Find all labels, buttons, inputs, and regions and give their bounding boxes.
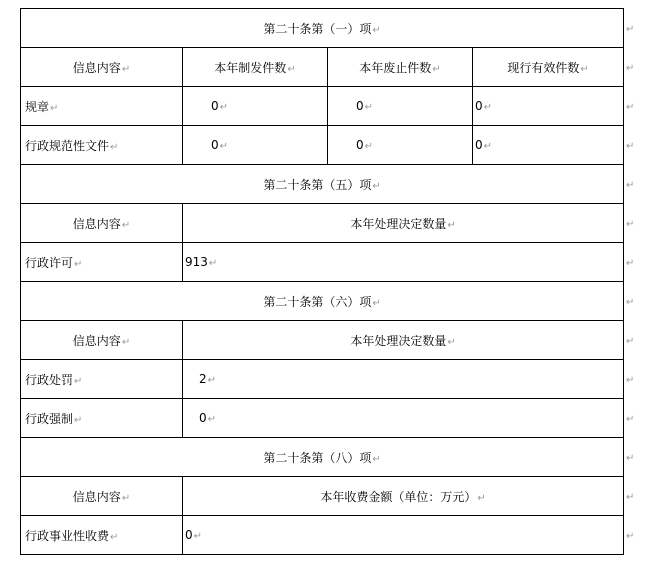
return-mark-icon: ↵ [483,141,493,152]
disclosure-table [20,8,624,555]
table-row [21,87,624,126]
return-mark-icon: ↵ [193,531,203,542]
return-mark-icon: ↵ [483,102,493,113]
section-title: 第二十条第（八）项↵ [21,438,624,477]
return-mark-icon: ↵ [74,258,83,270]
cell-valid: 0↵ [473,87,624,126]
return-mark-icon: ↵ [219,141,229,152]
cell-value: 913↵ [183,243,624,282]
section-3-title-row [21,282,624,321]
return-mark-icon: ↵ [372,24,381,36]
section-2-title-row [21,165,624,204]
return-mark-icon: ↵ [372,180,381,192]
return-mark-icon: ↵ [626,63,635,74]
column-header-abolished: 本年废止件数↵ [328,48,473,87]
row-label: 行政事业性收费↵ [21,516,183,555]
section-4-header-row [21,477,624,516]
return-mark-icon: ↵ [626,336,635,347]
return-mark-icon: ↵ [110,531,119,543]
table-row [21,360,624,399]
return-mark-icon: ↵ [121,492,131,504]
column-header-count: 本年处理决定数量↵ [183,321,624,360]
table-row [21,126,624,165]
return-mark-icon: ↵ [626,219,635,230]
return-mark-icon: ↵ [50,102,59,114]
return-mark-icon: ↵ [121,336,131,348]
return-mark-icon: ↵ [74,375,83,387]
section-2-header-row [21,204,624,243]
cell-made: 0↵ [183,126,328,165]
row-label: 行政处罚↵ [21,360,183,399]
cell-value: 2↵ [183,360,624,399]
section-title: 第二十条第（一）项↵ [21,9,624,48]
return-mark-icon: ↵ [626,180,635,191]
return-mark-icon: ↵ [432,63,441,75]
return-mark-icon: ↵ [626,258,635,269]
column-header-info: 信息内容↵ [21,477,183,516]
cell-value: 0↵ [183,399,624,438]
row-label: 行政许可↵ [21,243,183,282]
return-mark-icon: ↵ [626,375,635,386]
return-mark-icon: ↵ [219,102,229,113]
return-mark-icon: ↵ [626,492,635,503]
return-mark-icon: ↵ [477,492,486,504]
return-mark-icon: ↵ [626,24,635,35]
column-header-info: 信息内容↵ [21,204,183,243]
return-mark-icon: ↵ [447,219,456,231]
table-row [21,399,624,438]
return-mark-icon: ↵ [74,414,83,426]
return-mark-icon: ↵ [626,531,635,542]
cell-made: 0↵ [183,87,328,126]
return-mark-icon: ↵ [364,102,374,113]
return-mark-icon: ↵ [110,141,119,153]
section-title: 第二十条第（五）项↵ [21,165,624,204]
return-mark-icon: ↵ [626,297,635,308]
row-label: 行政强制↵ [21,399,183,438]
column-header-amount: 本年收费金额（单位：万元）↵ [183,477,624,516]
section-4-title-row [21,438,624,477]
return-mark-icon: ↵ [121,63,131,75]
return-mark-icon: ↵ [447,336,456,348]
cell-value: 0↵ [183,516,624,555]
return-mark-icon: ↵ [208,258,218,269]
return-mark-icon: ↵ [364,141,374,152]
cell-abolished: 0↵ [328,87,473,126]
return-mark-icon: ↵ [372,297,381,309]
row-label: 行政规范性文件↵ [21,126,183,165]
cell-abolished: 0↵ [328,126,473,165]
return-mark-icon: ↵ [626,102,635,113]
return-mark-icon: ↵ [207,414,217,425]
column-header-count: 本年处理决定数量↵ [183,204,624,243]
column-header-made: 本年制发件数↵ [183,48,328,87]
section-title: 第二十条第（六）项↵ [21,282,624,321]
section-1-title-row [21,9,624,48]
row-label: 规章↵ [21,87,183,126]
return-mark-icon: ↵ [626,453,635,464]
table-row [21,243,624,282]
return-mark-icon: ↵ [626,414,635,425]
section-3-header-row [21,321,624,360]
return-mark-icon: ↵ [121,219,131,231]
return-mark-icon: ↵ [372,453,381,465]
cell-valid: 0↵ [473,126,624,165]
section-1-header-row [21,48,624,87]
return-mark-icon: ↵ [580,63,589,75]
table-row [21,516,624,555]
return-mark-icon: ↵ [207,375,217,386]
return-mark-icon: ↵ [626,141,635,152]
column-header-info: 信息内容↵ [21,321,183,360]
return-mark-icon: ↵ [287,63,296,75]
column-header-valid: 现行有效件数↵ [473,48,624,87]
column-header-info: 信息内容↵ [21,48,183,87]
